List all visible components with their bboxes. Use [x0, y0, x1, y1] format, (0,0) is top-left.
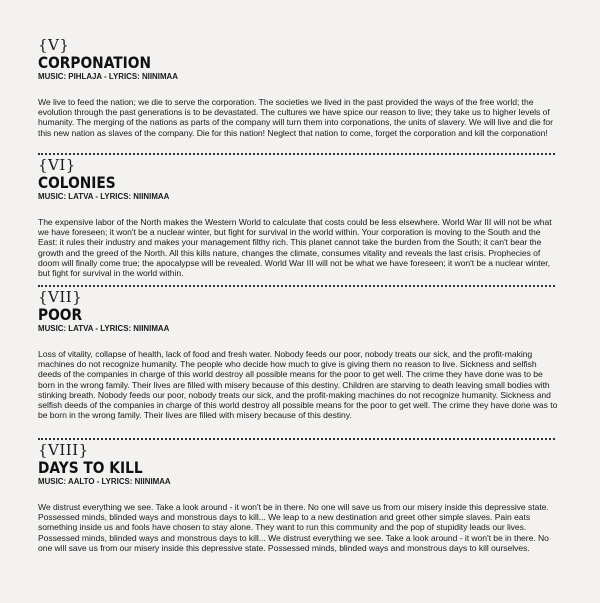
song-lyrics: Loss of vitality, collapse of health, lack of food and fresh water. Nobody feeds our poor, nobody treats our sick, and the profit-making machines do not recognize humanity. The people who decide how much to give is giving them no reason to live. Sickness and selfish deeds of the companies in charge of this world destroy all possible means for the poor to get well. The crime they have done was to be born in the wrong family. Their lives are filled with misery because of this destiny. Children are starving to death leaving small bodies with stinking breath. Nobody feeds our poor, nobody treats our sick, and the profit-making machines do not recognize humanity. Sickness and selfish deeds of the companies in charge of this world destroy all possible means for the poor to get well. The crime they have done was to be born in the wrong family. Their lives are filled with misery because of this destiny.	[38, 349, 558, 421]
song-section-corponation	[38, 37, 558, 138]
dotted-divider	[38, 153, 555, 155]
song-lyrics: The expensive labor of the North makes the Western World to calculate that costs could be less elsewhere. World War III will not be what we have foreseen; it won't be a nuclear winter, but fight for survival in the world within. Your corporation is moving to the South and the East: it rules their industry and makes your management filthy rich. This planet cannot take the burden from the South; it can't bear the growth and the greed of the North. All this kills nature, changes the climate, consumes vitality and reveals the last crisis. Prophecies of doom will finally come true; the apocalypse will be revealed. World War III will not be what we have foreseen; it won't be a nuclear winter, but fight for survival in the world within.	[38, 217, 552, 279]
track-numeral: {VI}	[38, 156, 76, 174]
song-title: POOR	[38, 305, 83, 324]
dotted-divider	[38, 285, 555, 287]
track-numeral: {VII}	[38, 288, 83, 306]
song-credits: MUSIC: AALTO - LYRICS: NIINIMAA	[38, 476, 171, 486]
song-title: CORPONATION	[38, 53, 151, 72]
song-credits: MUSIC: LATVA - LYRICS: NIINIMAA	[38, 191, 170, 201]
song-credits: MUSIC: LATVA - LYRICS: NIINIMAA	[38, 323, 170, 333]
track-numeral: {VIII}	[38, 441, 89, 459]
song-section-poor	[38, 289, 558, 420]
song-lyrics: We live to feed the nation; we die to serve the corporation. The societies we lived in the past provided the ways of the free world; the evolution through the past generations is to be devastated. The cultures we have spice our reason to live; they take us to higher levels of humanity. The merging of the nations as parts of the company will turn them into corponations, the units of slavery. We will live and die for this new nation as slaves of the company. Die for this nation! Neglect that nation to come, forget the corporation and kill the corponation!	[38, 97, 553, 138]
song-section-days-to-kill	[38, 442, 558, 553]
song-title: DAYS TO KILL	[38, 458, 143, 477]
song-title: COLONIES	[38, 173, 116, 192]
track-numeral: {V}	[38, 36, 70, 54]
song-credits: MUSIC: PIHLAJA - LYRICS: NIINIMAA	[38, 71, 178, 81]
song-lyrics: We distrust everything we see. Take a look around - it won't be in there. No one will save us from our misery inside this depressive state. Possessed minds, blinded ways and monstrous days to kill... We leap to a new destination and greet other simple slaves. Pain eats something inside us and fools have chosen to stay alone. They want to run this community and the pop of stupidity leads our lives. Possessed minds, blinded ways and monstrous days to kill... We distrust everything we see. Take a look around - it won't be in there. No one will save us from our misery inside this depressive state. Possessed minds, blinded ways and monstrous days to kill ourselves.	[38, 502, 549, 553]
dotted-divider	[38, 438, 555, 440]
song-section-colonies	[38, 157, 558, 278]
